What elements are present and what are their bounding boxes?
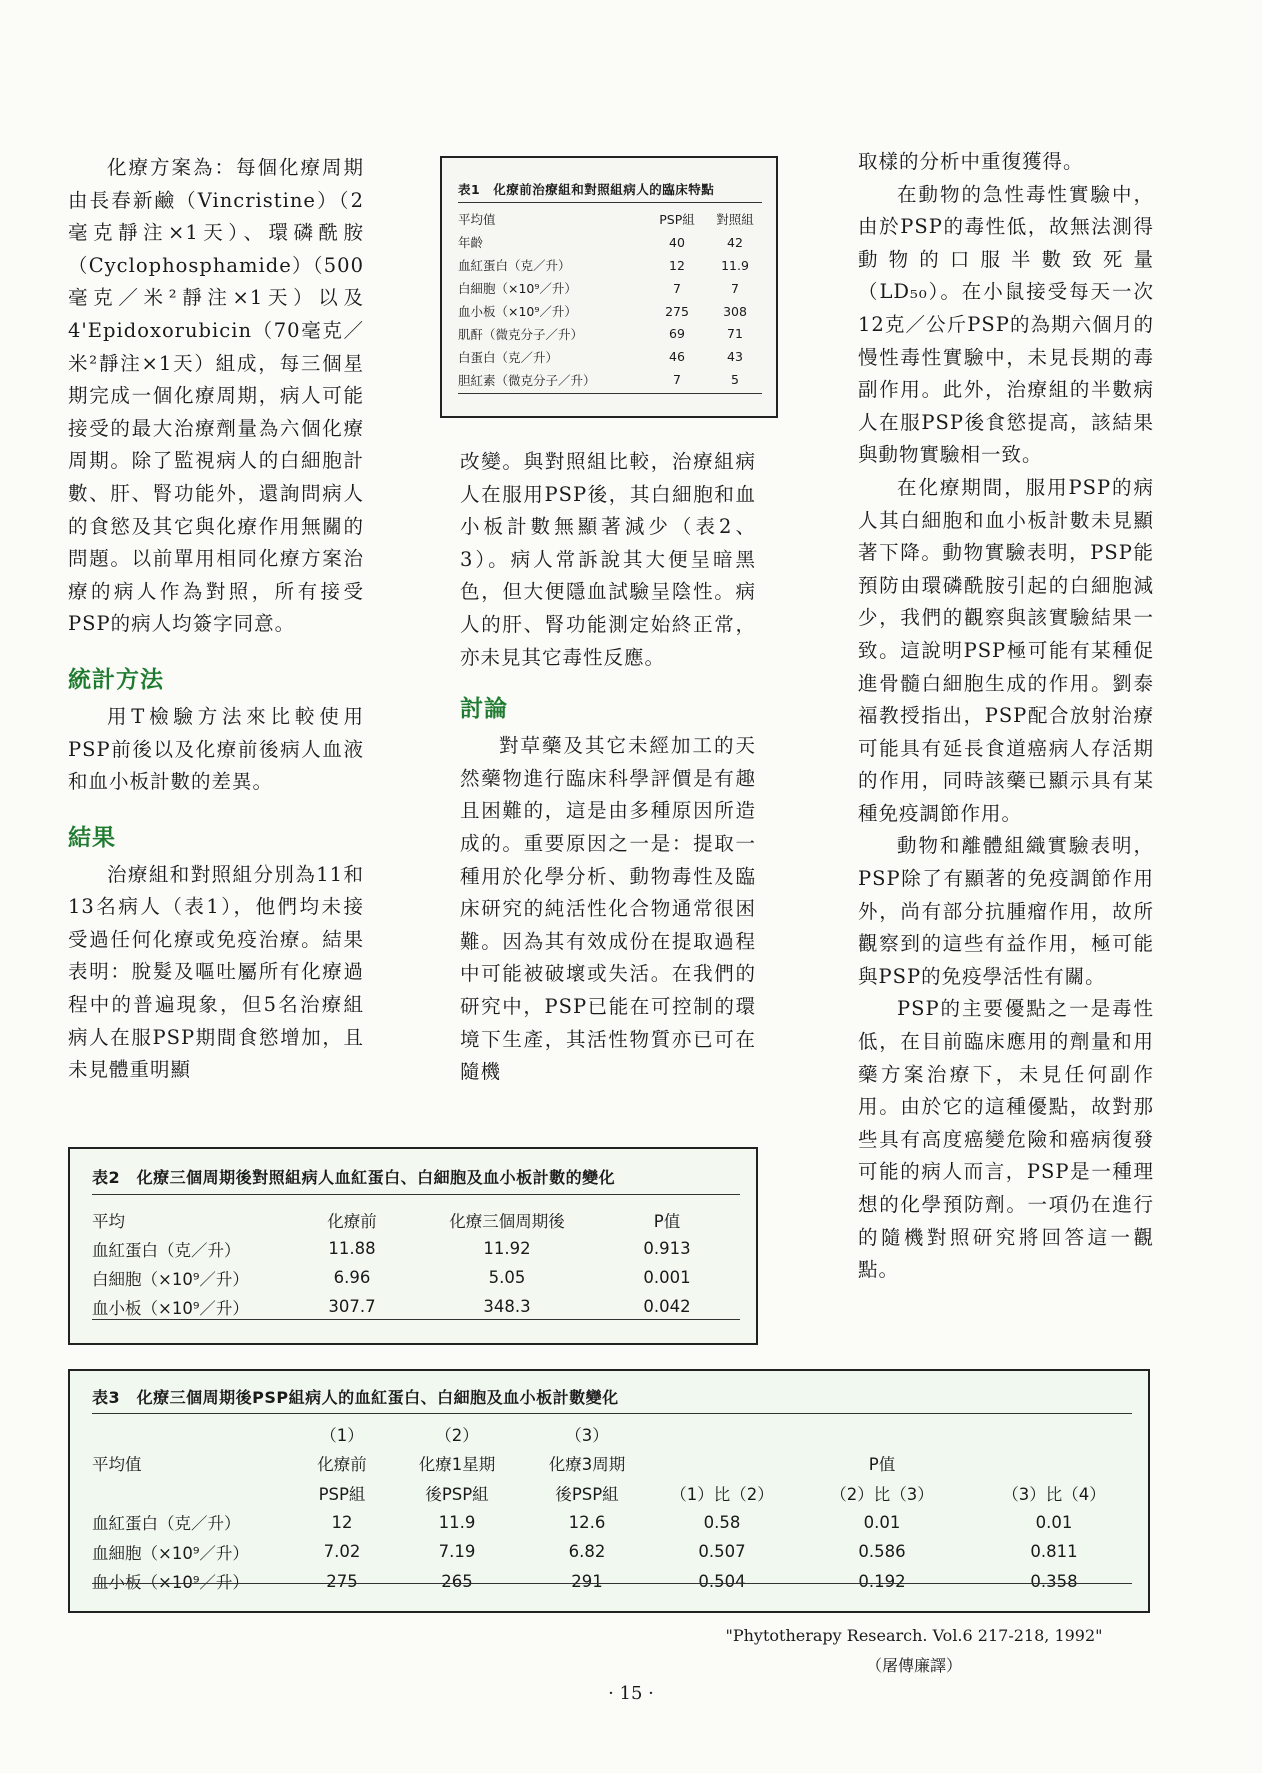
table-cell: （2） (435, 1425, 479, 1445)
table-cell: 年齡 (458, 235, 484, 251)
table-cell: 胆紅素（微克分子／升） (458, 372, 596, 388)
table-cell: 291 (571, 1571, 603, 1591)
table-cell: 白蛋白（克／升） (458, 349, 559, 365)
table-header-cell: 後PSP組 (425, 1484, 489, 1504)
table-cell: 7 (673, 372, 681, 388)
citation (714, 1621, 1114, 1681)
table-header-cell: （2）比（3） (830, 1484, 934, 1504)
table-cell: 42 (727, 234, 743, 250)
table-header-cell: （3）比（4） (1002, 1484, 1106, 1504)
table-cell: 11.92 (483, 1239, 531, 1258)
page-number: · 15 · (608, 1683, 654, 1704)
table-row (92, 1567, 1136, 1597)
table-3-grid (92, 1419, 1136, 1596)
table-cell: 0.192 (858, 1571, 906, 1591)
table-header-cell: 平均值 (92, 1455, 142, 1475)
table-cell (792, 1419, 972, 1449)
heading-statistics: 統計方法 (68, 666, 164, 693)
table-cell: 0.001 (643, 1268, 691, 1287)
table-cell: 275 (326, 1571, 358, 1591)
table-rule (92, 1319, 740, 1320)
table-cell: 6.96 (333, 1268, 371, 1287)
table-header-row (92, 1478, 1136, 1508)
table-header-cell: 平均值 (458, 212, 496, 228)
table-header-cell: 後PSP組 (555, 1484, 619, 1504)
table-cell: 46 (669, 349, 685, 365)
table-cell: 43 (727, 349, 743, 365)
heading-discussion: 討論 (460, 696, 508, 723)
table-cell: 血紅蛋白（克／升） (458, 258, 571, 274)
table-cell: 0.58 (703, 1512, 741, 1532)
table-cell: 11.9 (721, 257, 749, 273)
table-cell: 白細胞（×10⁹／升） (92, 1269, 249, 1289)
table-header-cell: P值 (653, 1211, 681, 1231)
table-header-cell: 對照組 (716, 212, 754, 228)
table-cell: 5.05 (488, 1268, 526, 1287)
table-header-row (92, 1449, 1136, 1479)
table-2 (68, 1147, 758, 1345)
table-1-title: 表1 化療前治療組和對照組病人的臨床特點 (458, 182, 715, 197)
table-3-title: 表3 化療三個周期後PSP組病人的血紅蛋白、白細胞及血小板計數變化 (92, 1388, 619, 1407)
table-cell: 12.6 (568, 1512, 606, 1532)
citation-source: "Phytotherapy Research. Vol.6 217-218, 1992" (725, 1626, 1103, 1645)
table-header-cell: （1）比（2） (670, 1484, 774, 1504)
table-cell: 7 (673, 280, 681, 296)
table-1 (440, 156, 778, 418)
table-row (458, 277, 764, 300)
paragraph-chemo-regimen: 化療方案為：每個化療周期由長春新鹼（Vincristine）（2毫克靜注×1天）、環磷酰胺（Cyclophosphamide）（500毫克／米²靜注×1天）以及4'Epidoxorubicin（70毫克／米²靜注×1天）組成，每三個星期完成一個化療周期，病人可能接受的最大治療劑量為六個化療周期。除了監視病人的白細胞計數、肝、腎功能外，還詢問病人的食慾及其它與化療作用無關的問題。以前單用相同化療方案治療的病人作為對照，所有接受PSP的病人均簽字同意。 (68, 156, 364, 636)
column-middle (460, 446, 756, 1089)
table-cell: （1） (320, 1425, 364, 1445)
table-cell: 血紅蛋白（克／升） (92, 1240, 241, 1260)
paragraph-discussion: 對草藥及其它未經加工的天然藥物進行臨床科學評價是有趣且困難的，這是由多種原因所造成的。重要原因之一是：提取一種用於化學分析、動物毒性及臨床研究的純活性化合物通常很困難。因為其有效成份在提取過程中可能被破壞或失活。在我們的研究中，PSP已能在可控制的環境下生產，其活性物質亦已可在隨機 (460, 734, 756, 1084)
table-cell: 348.3 (483, 1297, 531, 1316)
table-cell (972, 1419, 1136, 1449)
table-cell: 血紅蛋白（克／升） (92, 1514, 241, 1534)
paragraph-results: 治療組和對照組分別為11和13名病人（表1），他們均未接受過任何化療或免疫治療。結果表明：脫髮及嘔吐屬所有化療過程中的普遍現象，但5名治療組病人在服PSP期間食慾增加，且未見體重明顯 (68, 862, 364, 1082)
table-cell: 12 (331, 1512, 353, 1532)
table-cell: 0.358 (1030, 1571, 1078, 1591)
table-header-cell: 化療前 (317, 1455, 367, 1475)
table-header-cell (92, 1478, 292, 1508)
table-row (92, 1234, 732, 1263)
table-cell: 308 (723, 303, 747, 319)
column-left (68, 152, 364, 1087)
table-header-cell: 化療三個周期後 (449, 1211, 565, 1231)
table-cell: 11.88 (328, 1239, 376, 1258)
table-header-cell (972, 1449, 1136, 1479)
table-number-row (92, 1419, 1136, 1449)
table-cell: 307.7 (328, 1297, 376, 1316)
table-cell: 71 (727, 326, 743, 342)
table-rule (92, 1413, 1132, 1414)
table-row (458, 254, 764, 277)
table-cell: 血小板（×10⁹／升） (458, 304, 577, 319)
table-cell: 7 (731, 280, 739, 296)
table-2-title: 表2 化療三個周期後對照組病人血紅蛋白、白細胞及血小板計數的變化 (92, 1168, 616, 1187)
paragraph-immunology: 動物和離體組織實驗表明，PSP除了有顯著的免疫調節作用外，尚有部分抗腫瘤作用，故所觀察到的這些有益作用，極可能與PSP的免疫學活性有關。 (858, 834, 1154, 988)
table-rule (458, 202, 762, 203)
table-row (458, 345, 764, 368)
table-row (92, 1508, 1136, 1538)
table-cell: 0.586 (858, 1542, 906, 1562)
column-right (858, 146, 1154, 1287)
table-header-row (92, 1205, 732, 1234)
table-cell: 0.01 (863, 1512, 901, 1532)
table-cell: 7.02 (323, 1542, 361, 1562)
table-1-grid (458, 208, 764, 391)
paragraph-statistics: 用T檢驗方法來比較使用PSP前後以及化療前後病人血液和血小板計數的差異。 (68, 704, 364, 794)
table-header-cell: 化療前 (327, 1211, 377, 1231)
table-header-cell: P值 (868, 1455, 896, 1475)
table-cell: 0.811 (1030, 1542, 1078, 1562)
table-row (92, 1537, 1136, 1567)
table-3 (68, 1369, 1150, 1613)
table-cell: 0.504 (698, 1571, 746, 1591)
table-row (92, 1263, 732, 1292)
table-2-grid (92, 1205, 732, 1321)
table-row (458, 300, 764, 323)
table-header-row (458, 208, 764, 231)
table-cell: 265 (441, 1571, 473, 1591)
table-cell: 7.19 (438, 1542, 476, 1562)
table-cell: 6.82 (568, 1542, 606, 1562)
table-header-cell: PSP組 (318, 1484, 366, 1504)
table-cell: 275 (665, 303, 689, 319)
table-row (92, 1292, 732, 1321)
table-header-cell (652, 1449, 792, 1479)
table-cell: 0.913 (643, 1239, 691, 1258)
paragraph-leukocytes: 在化療期間，服用PSP的病人其白細胞和血小板計數未見顯著下降。動物實驗表明，PSP能預防由環磷酰胺引起的白細胞減少，我們的觀察與該實驗結果一致。這說明PSP極可能有某種促進骨髓白細胞生成的作用。劉泰福教授指出，PSP配合放射治療可能具有延長食道癌病人存活期的作用，同時該藥已顯示具有某種免疫調節作用。 (858, 475, 1154, 825)
translator-credit: （屠傳廉譯） (865, 1656, 962, 1675)
table-cell: （3） (565, 1425, 609, 1445)
table-cell: 白細胞（×10⁹／升） (458, 281, 577, 297)
table-cell (652, 1419, 792, 1449)
table-cell: 12 (669, 257, 685, 273)
table-header-cell: 平均 (92, 1211, 125, 1231)
table-cell: 40 (669, 234, 685, 250)
table-header-cell: 化療3周期 (548, 1455, 626, 1475)
table-rule (458, 393, 762, 394)
table-cell: 5 (731, 372, 739, 388)
table-row (458, 231, 764, 254)
table-cell: 69 (669, 326, 685, 342)
table-cell: 血細胞（×10⁹／升） (92, 1543, 249, 1563)
table-rule (92, 1194, 740, 1195)
table-row (458, 368, 764, 391)
paragraph-toxicity: 在動物的急性毒性實驗中，由於PSP的毒性低，故無法測得動物的口服半數致死量（LD₅₀）。在小鼠接受每天一次12克／公斤PSP的為期六個月的慢性毒性實驗中，未見長期的毒副作用。此外，治療組的半數病人在服PSP後食慾提高，該結果與動物實驗相一致。 (858, 182, 1154, 467)
paragraph-advantages: PSP的主要優點之一是毒性低，在目前臨床應用的劑量和用藥方案治療下，未見任何副作用。由於它的這種優點，故對那些具有高度癌變危險和癌病復發可能的病人而言，PSP是一種理想的化學預防劑。一項仍在進行的隨機對照研究將回答這一觀點。 (858, 997, 1154, 1282)
paragraph-discussion-continued: 取樣的分析中重復獲得。 (858, 150, 1084, 173)
table-header-cell: 化療1星期 (418, 1455, 496, 1475)
table-cell: 0.01 (1035, 1512, 1073, 1532)
table-rule (92, 1583, 1132, 1584)
table-cell (92, 1419, 292, 1449)
table-cell: 血小板（×10⁹／升） (92, 1573, 249, 1593)
table-header-cell: PSP組 (659, 212, 695, 228)
table-cell: 11.9 (438, 1512, 476, 1532)
table-row (458, 322, 764, 345)
heading-results: 結果 (68, 824, 116, 851)
paragraph-results-continued: 改變。與對照組比較，治療組病人在服用PSP後，其白細胞和血小板計數無顯著減少（表2、3）。病人常訴說其大便呈暗黑色，但大便隱血試驗呈陰性。病人的肝、腎功能測定始終正常，亦未見其它毒性反應。 (460, 450, 756, 669)
table-cell: 0.507 (698, 1542, 746, 1562)
table-cell: 肌酐（微克分子／升） (458, 326, 584, 342)
table-cell: 血小板（×10⁹／升） (92, 1298, 249, 1318)
table-cell: 0.042 (643, 1297, 691, 1316)
